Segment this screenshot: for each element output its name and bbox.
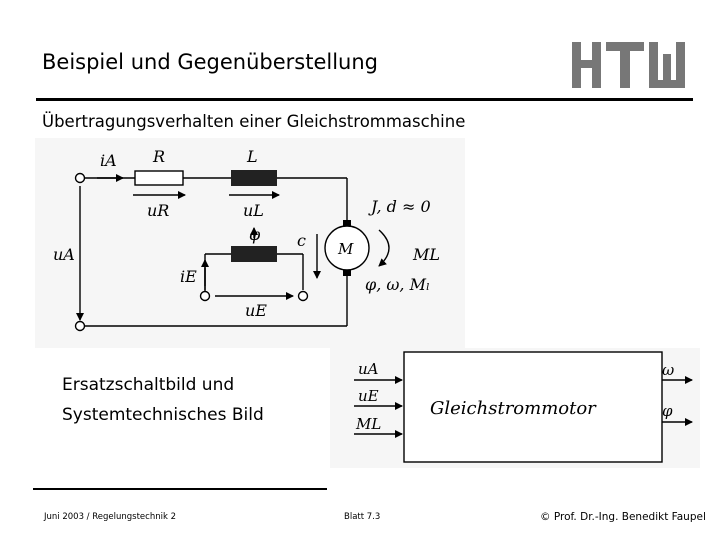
- caption-line-1: Ersatzschaltbild und: [62, 375, 235, 395]
- label-uE: uE: [245, 301, 267, 320]
- label-J-d: J, d ≈ 0: [371, 197, 431, 216]
- block-label: Gleichstrommotor: [430, 398, 596, 419]
- footer-author: © Prof. Dr.-Ing. Benedikt Faupel: [540, 511, 706, 523]
- label-phi: φ: [249, 225, 261, 244]
- header-rule: [36, 98, 693, 101]
- footer-date: Juni 2003 / Regelungstechnik 2: [44, 512, 176, 522]
- subtitle: Übertragungsverhalten einer Gleichstrommaschine: [42, 112, 466, 131]
- label-uR: uR: [147, 201, 170, 220]
- label-ML: ML: [413, 245, 441, 264]
- label-uL: uL: [243, 201, 264, 220]
- label-M: M: [338, 240, 354, 258]
- footer-page: Blatt 7.3: [344, 512, 381, 522]
- block-diagram: [330, 348, 700, 468]
- input-ML: ML: [356, 415, 382, 433]
- output-omega: ω: [662, 361, 675, 379]
- input-uE: uE: [358, 387, 379, 405]
- slide-title: Beispiel und Gegenüberstellung: [42, 50, 378, 74]
- caption-line-2: Systemtechnisches Bild: [62, 405, 264, 425]
- label-uA: uA: [53, 245, 75, 264]
- footer-rule-left: [33, 488, 327, 490]
- label-c: c: [297, 231, 306, 250]
- label-L: L: [247, 147, 258, 166]
- label-R: R: [153, 147, 166, 166]
- input-uA: uA: [358, 360, 379, 378]
- label-iE: iE: [180, 267, 197, 286]
- htw-logo: [570, 40, 695, 90]
- equivalent-circuit: [35, 138, 465, 348]
- label-iA: iA: [100, 151, 117, 170]
- label-outputs: φ, ω, Mₗ: [365, 275, 430, 294]
- output-phi: φ: [662, 402, 673, 420]
